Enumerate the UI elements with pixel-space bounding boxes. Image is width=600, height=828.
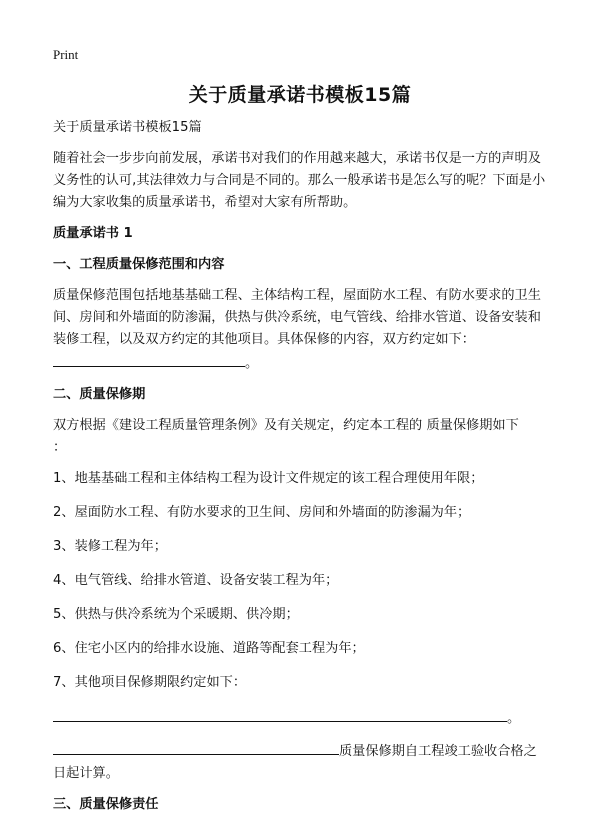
part2-blank-line — [53, 706, 550, 730]
warranty-start-text-2: 日起计算。 — [53, 766, 119, 781]
subtitle: 关于质量承诺书模板15篇 — [53, 120, 202, 135]
list-item: 3、装修工程为年； — [53, 539, 167, 554]
section-title: 质量承诺书 1 — [53, 226, 133, 241]
part2-intro — [53, 415, 550, 459]
page-title: 关于质量承诺书模板15篇 — [188, 84, 412, 106]
list-item: 7、其他项目保修期限约定如下： — [53, 675, 247, 690]
blank-line — [53, 706, 507, 722]
blank-line — [53, 739, 339, 755]
intro-paragraph: 随着社会一步步向前发展，承诺书对我们的作用越来越大，承诺书仅是一方的声明及义务性的认可,其法律效力与合同是不同的。那么一般承诺书是怎么写的呢？下面是小编为大家收集的质量承诺书，希望对大家有所帮助。 — [53, 151, 546, 210]
warranty-start-text: 质量保修期自工程竣工验收合格之 — [339, 744, 537, 759]
list-item: 2、屋面防水工程、有防水要求的卫生间、房间和外墙面的防渗漏为年； — [53, 505, 471, 520]
list-item: 1、地基基础工程和主体结构工程为设计文件规定的该工程合理使用年限； — [53, 471, 484, 486]
part3-heading: 三、质量保修责任 — [53, 797, 159, 812]
document-body — [53, 117, 550, 825]
part1-blank-line — [53, 351, 550, 375]
part1-end-mark: 。 — [245, 356, 259, 371]
part2-intro-tail: ： — [53, 440, 67, 455]
print-label: Print — [53, 47, 79, 62]
list-item: 6、住宅小区内的给排水设施、道路等配套工程为年； — [53, 641, 365, 656]
part2-heading: 二、质量保修期 — [53, 387, 146, 402]
warranty-start-paragraph — [53, 739, 550, 785]
part2-intro-text: 双方根据《建设工程质量管理条例》及有关规定，约定本工程的 质量保修期如下 — [53, 418, 519, 433]
blank-line — [53, 351, 245, 367]
part1-heading: 一、工程质量保修范围和内容 — [53, 257, 225, 272]
part2-line-end: 。 — [507, 711, 521, 726]
part1-text: 质量保修范围包括地基基础工程、主体结构工程，屋面防水工程、有防水要求的卫生间、房间和外墙面的防渗漏，供热与供冷系统，电气管线、给排水管道、设备安装和装修工程，以及双方约定的其他项目。具体保修的内容，双方约定如下： — [53, 288, 541, 347]
list-item: 4、电气管线、给排水管道、设备安装工程为年； — [53, 573, 339, 588]
list-item: 5、供热与供冷系统为个采暖期、供冷期； — [53, 607, 299, 622]
